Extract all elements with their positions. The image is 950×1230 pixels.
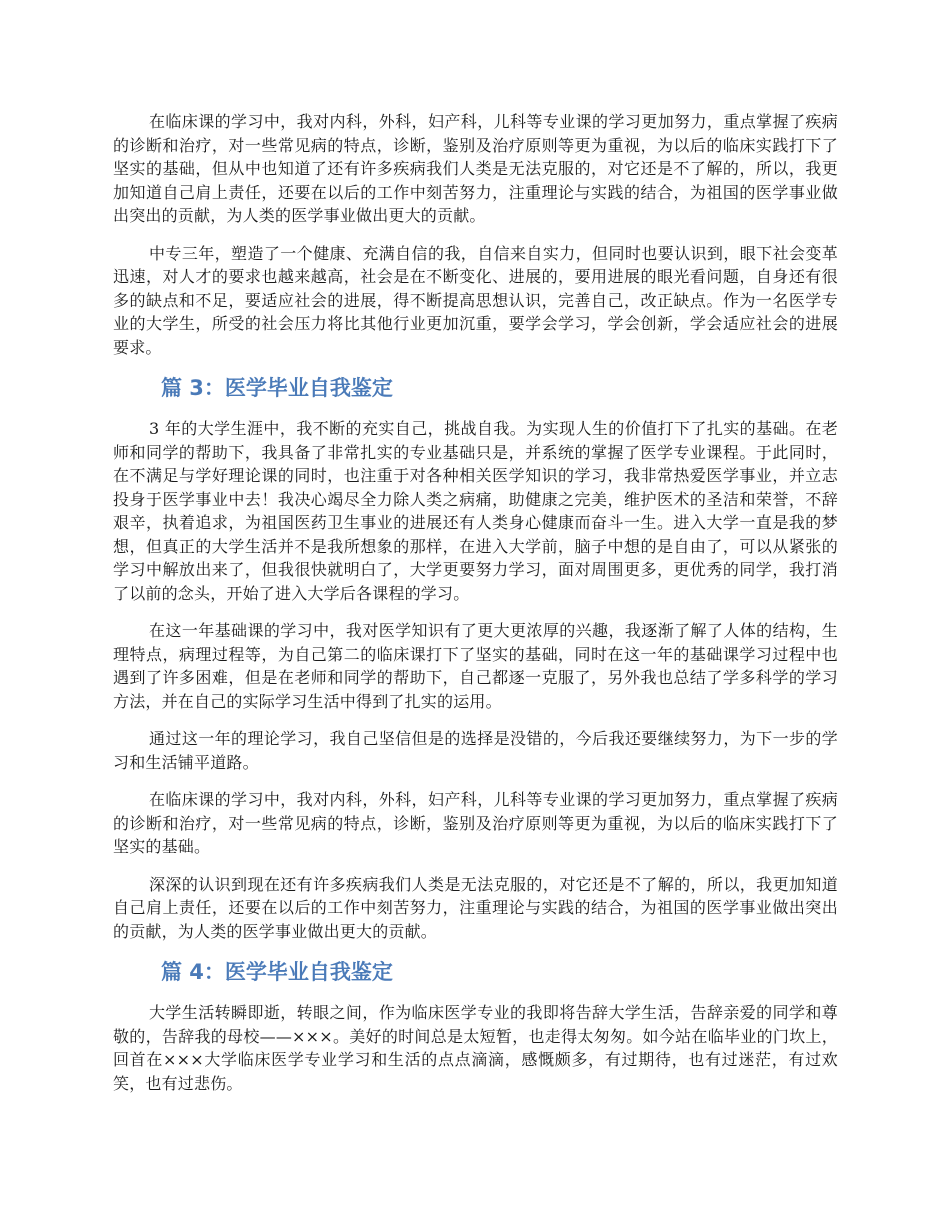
paragraph: 中专三年，塑造了一个健康、充满自信的我，自信来自实力，但同时也要认识到，眼下社会变革迅速，对人才的要求也越来越高，社会是在不断变化、进展的，要用进展的眼光看问题，自身还有很多的缺点和不足，要适应社会的进展，得不断提高思想认识，完善自己，改正缺点。作为一名医学专业的大学生，所受的社会压力将比其他行业更加沉重，要学会学习，学会创新，学会适应社会的进展要求。 (113, 243, 838, 357)
paragraph: 3 年的大学生涯中，我不断的充实自己，挑战自我。为实现人生的价值打下了扎实的基础。在老师和同学的帮助下，我具备了非常扎实的专业基础只是，并系统的掌握了医学专业课程。于此同时，在不满足与学好理论课的同时，也注重于对各种相关医学知识的学习，我非常热爱医学事业，并立志投身于医学事业中去！我决心竭尽全力除人类之病痛，助健康之完美，维护医术的圣洁和荣誉，不辞艰辛，执着追求，为祖国医药卫生事业的进展还有人类身心健康而奋斗一生。进入大学一直是我的梦想，但真正的大学生活并不是我所想象的那样，在进入大学前，脑子中想的是自由了，可以从紧张的学习中解放出来了，但我很快就明白了，大学更要努力学习，面对周围更多，更优秀的同学，我打消了以前的念头，开始了进入大学后各课程的学习。 (113, 419, 838, 603)
paragraph: 深深的认识到现在还有许多疾病我们人类是无法克服的，对它还是不了解的，所以，我更加知道自己肩上责任，还要在以后的工作中刻苦努力，注重理论与实践的结合，为祖国的医学事业做出突出的贡献，为人类的医学事业做出更大的贡献。 (113, 874, 838, 941)
paragraph: 在临床课的学习中，我对内科，外科，妇产科，儿科等专业课的学习更加努力，重点掌握了疾病的诊断和治疗，对一些常见病的特点，诊断，鉴别及治疗原则等更为重视，为以后的临床实践打下了坚实的基础，但从中也知道了还有许多疾病我们人类是无法克服的，对它还是不了解的，所以，我更加知道自己肩上责任，还要在以后的工作中刻苦努力，注重理论与实践的结合，为祖国的医学事业做出突出的贡献，为人类的医学事业做出更大的贡献。 (113, 112, 838, 225)
section-heading: 篇 3：医学毕业自我鉴定 (161, 376, 393, 400)
document-page (113, 110, 838, 1109)
section-heading: 篇 4：医学毕业自我鉴定 (161, 960, 393, 984)
paragraph: 大学生活转瞬即逝，转眼之间，作为临床医学专业的我即将告辞大学生活，告辞亲爱的同学和尊敬的，告辞我的母校——×××。美好的时间总是太短暂，也走得太匆匆。如今站在临毕业的门坎上，回首在×××大学临床医学专业学习和生活的点点滴滴，感慨颇多，有过期待，也有过迷茫，有过欢笑，也有过悲伤。 (113, 1003, 838, 1093)
paragraph: 在临床课的学习中，我对内科，外科，妇产科，儿科等专业课的学习更加努力，重点掌握了疾病的诊断和治疗，对一些常见病的特点，诊断，鉴别及治疗原则等更为重视，为以后的临床实践打下了坚实的基础。 (113, 790, 838, 856)
paragraph: 在这一年基础课的学习中，我对医学知识有了更大更浓厚的兴趣，我逐渐了解了人体的结构，生理特点，病理过程等，为自己第二的临床课打下了坚实的基础，同时在这一年的基础课学习过程中也遇到了许多困难，但是在老师和同学的帮助下，自己都逐一克服了，另外我也总结了学多科学的学习方法，并在自己的实际学习生活中得到了扎实的运用。 (113, 621, 838, 711)
paragraph: 通过这一年的理论学习，我自己坚信但是的选择是没错的，今后我还要继续努力，为下一步的学习和生活铺平道路。 (113, 729, 838, 772)
